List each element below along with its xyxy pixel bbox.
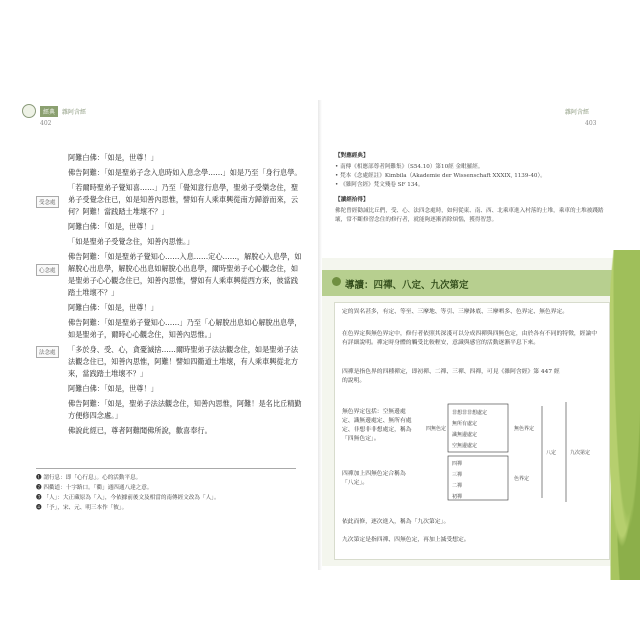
- diagram-mid-label: 色界定: [514, 476, 530, 482]
- diagram-eight-label: 八定: [546, 450, 557, 456]
- paragraph: 阿難白佛：「如是，世尊！」: [68, 384, 158, 393]
- diagram-item: 二禪: [452, 483, 463, 489]
- diagram-item: 初禪: [452, 494, 463, 500]
- right-page-number: 403: [585, 120, 597, 127]
- paragraph: 佛告阿難：「如是，聖弟子法法觀念住，知善內思惟，阿難！是名比丘精勤方便修四念處。」: [68, 399, 302, 420]
- header-tag: 經典: [40, 106, 58, 117]
- guide-paragraph: 定的異名甚多，有定、等至、三摩地、等引、三摩鉢底、三摩呬多、色界定、無色界定。: [342, 309, 569, 315]
- paragraph: 「如是聖弟子受覺念住，知善內思惟。」: [68, 237, 194, 246]
- decorative-leaves: [610, 250, 640, 580]
- diagram-nine-label: 九次第定: [570, 450, 591, 456]
- footnote: ❶ 謂行息：即「心行息」。心的活動平息。: [36, 475, 142, 481]
- guide-title: 導讀：四禪、八定、九次第定: [345, 280, 469, 291]
- diagram-item: 非想非非想處定: [452, 410, 488, 416]
- guide-paragraph: 無色界定包括：空無邊處定、識無邊處定、無所有處定、非想非非想處定，稱為「四無色定」。: [342, 409, 412, 442]
- concentration-diagram: [420, 400, 600, 505]
- side-label-dharma: 法念處: [36, 346, 59, 358]
- paragraph: 佛告阿難：「如是聖弟子覺知心……入息……定心……，解脫心入息學，如解脫心出息學，解脫心出息如解脫心出息學，爾時聖弟子心心觀念住，如是聖弟子心心觀念住已，知善內思惟，譬如有人乘車興從西方來，彼當践踏土堆壞不？」: [68, 252, 302, 297]
- footnote: ❷ 四衢道：十字路口。「衢」通四通八達之意。: [36, 485, 153, 491]
- side-label-mind: 心念處: [36, 264, 59, 276]
- reference-section: [335, 152, 610, 225]
- paragraph: 阿難白佛：「如是，世尊！」: [68, 222, 158, 231]
- ref-item: • 南傳《相應部尊者阿難集》（S54.10）第10經 金毗羅經。: [335, 164, 484, 170]
- ref-item: • 梵本《念處經註》Kimbila（Akademie der Wissenschaft XXXIX, 1139-40）。: [335, 173, 546, 179]
- paragraph: 佛告阿難：「如是聖弟子念入息時如入息念學……」如是乃至「身行息學。: [68, 168, 302, 177]
- diagram-left-group: 四無色定: [426, 426, 447, 432]
- guide-paragraph: 依此而修，逐次進入，稱為「九次第定」。: [342, 519, 450, 525]
- guide-paragraph: 四禪是指色界的四種禪定，即初禪、二禪、三禪、四禪，可見《雜阿含經》第 447 經的說明。: [342, 369, 560, 384]
- paragraph: 阿難白佛：「如是，世尊！」: [68, 303, 158, 312]
- diagram-item: 三禪: [452, 472, 463, 478]
- refs-heading: 【對應經典】: [335, 153, 369, 159]
- diagram-item: 識無邊處定: [452, 432, 478, 438]
- side-label-feeling: 受念處: [36, 196, 59, 208]
- diagram-item: 空無邊處定: [452, 443, 478, 449]
- left-page-body: [68, 152, 304, 440]
- paragraph: 阿難白佛：「如是，世尊！」: [68, 153, 158, 162]
- left-page-number: 402: [40, 120, 52, 127]
- right-page-header: 雜阿含經: [565, 109, 590, 116]
- footnote: ❸ 「人」：大正藏原為「入」，今依據前後文及相當的南傳經文改為「人」。: [36, 495, 220, 501]
- reading-heading: 【讀經拾得】: [335, 197, 369, 203]
- footnote-rule: [36, 468, 296, 469]
- guide-paragraph: 九次第定是指四禪、四無色定，再加上滅受想定。: [342, 537, 470, 543]
- guide-paragraph: 在色界定與無色界定中，修行者依照其深淺可以分成四禪與四無色定，由於各有不同的特徵，經論中有詳細說明。禪定時身體的觸受比較輕安，意識與感官的活動逐漸平息下來。: [342, 331, 598, 346]
- paragraph: 佛說此經已，尊者阿難聞佛所說，歡喜奉行。: [68, 426, 212, 435]
- ref-item: • 《雜阿含經》梵文殘卷 SF 134。: [335, 182, 424, 188]
- guide-paragraph: 四禪加上四無色定合稱為「八定」。: [342, 471, 406, 486]
- diagram-item: 無所有處定: [452, 421, 478, 427]
- paragraph: 「多於身、受、心，貪憂滅捨……爾時聖弟子法法觀念住，如是聖弟子法法觀念住已，知善內思惟，阿難！譬如四衢道土堆壞，有人乘車興從北方來，當践踏土堆壞不？」: [68, 345, 299, 378]
- diagram-mid-label: 無色界定: [514, 426, 535, 432]
- footnote: ❹ 「予」，宋、元、明三本作「彼」。: [36, 505, 128, 511]
- header-title: 雜阿含經: [62, 108, 87, 116]
- lotus-logo-icon: [22, 104, 36, 118]
- reading-text: 佛陀曾經勸誡比丘們，受、心、法四念處時，如何從東、南、西、北乘車進入村落的土堆，乘車的土堆被踐踏壞，常不斷修習念住的修行者，就能夠逐漸消除煩惱，獲得智慧。: [335, 208, 604, 223]
- diagram-item: 四禪: [452, 461, 463, 467]
- paragraph: 「若爾時聖弟子覺知喜……」乃至「覺知意行息學，聖弟子受樂念住，聖弟子受覺念住已，如是知善內思惟，譬如有人乘車興從南方歸游而來，云何？阿難！當践踏土堆壞不？」: [68, 183, 299, 216]
- paragraph: 佛告阿難：「如是聖弟子覺知心……」乃至「心解脫出息如心解脫出息學，如是聖弟子，爾時心心觀念住，知善內思惟。」: [68, 318, 302, 339]
- left-page-header: [22, 104, 86, 118]
- leaf-bullet-icon: [332, 277, 341, 286]
